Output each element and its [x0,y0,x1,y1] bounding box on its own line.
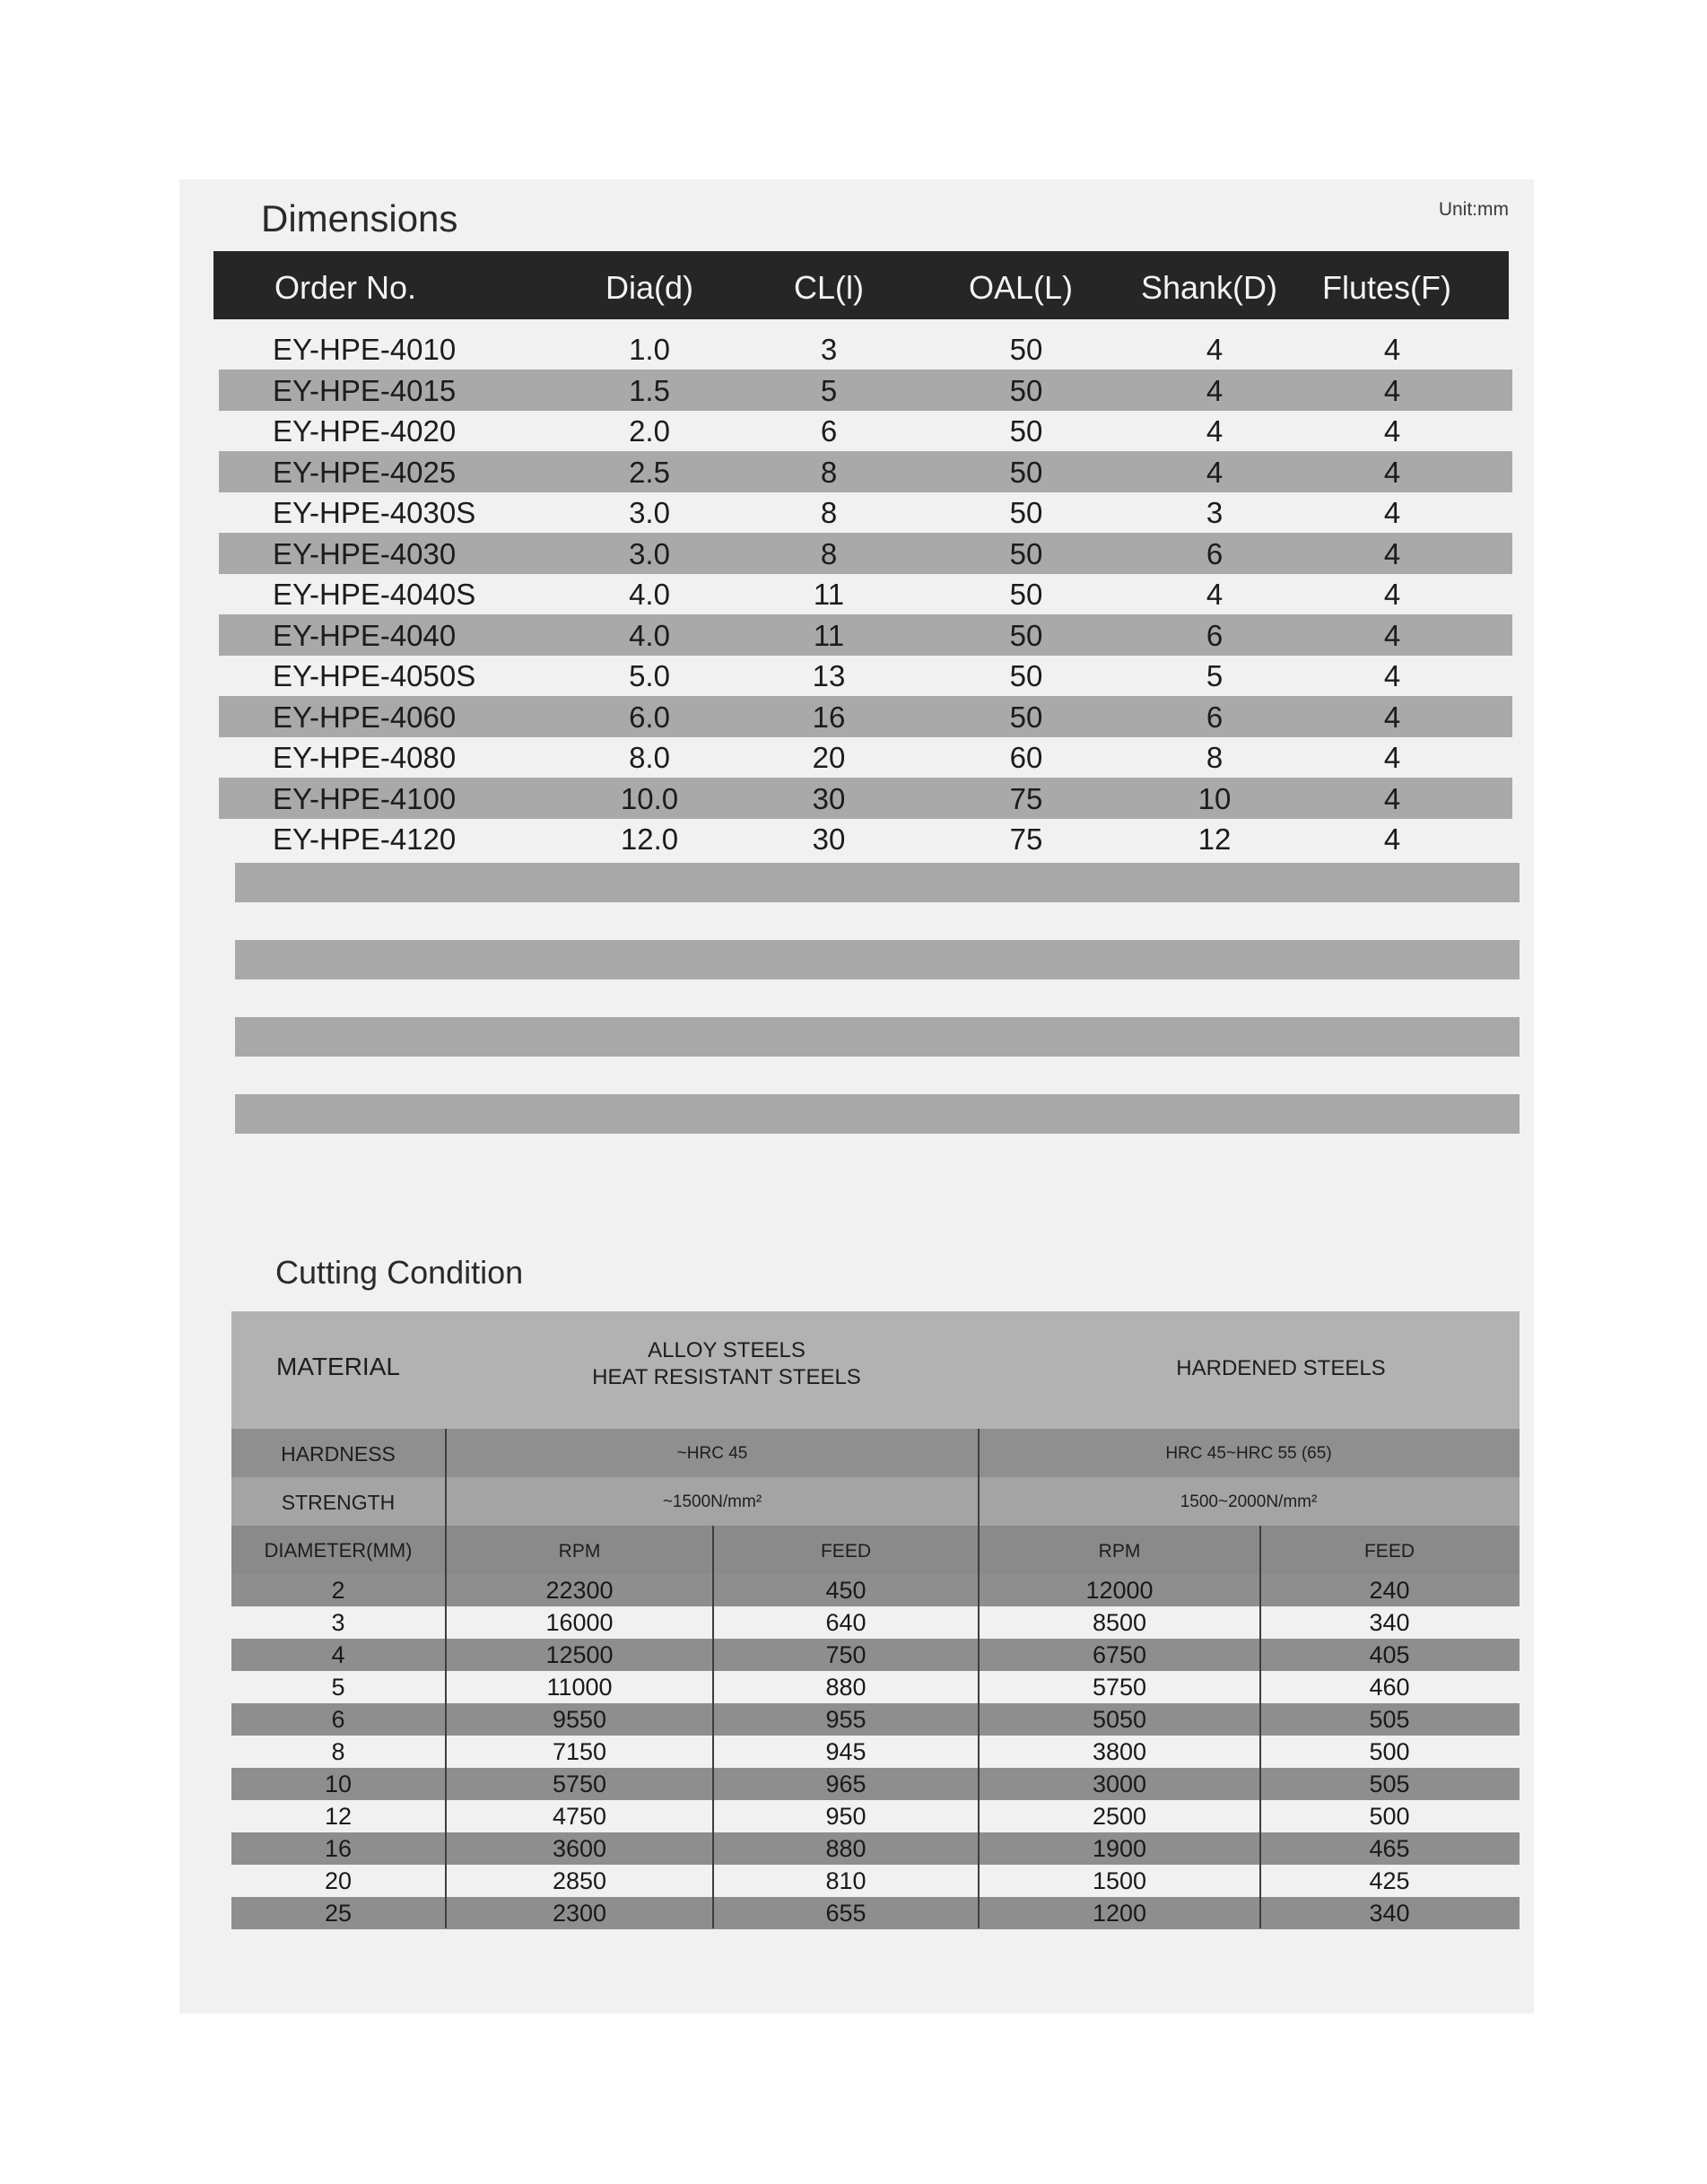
cell-flutes: 4 [1383,741,1401,774]
cell-a-feed: 450 [825,1577,867,1604]
cell-dia: 6 [331,1706,345,1733]
cell-order: EY-HPE-4100 [273,781,457,815]
cell-flutes: 4 [1383,373,1401,407]
cell-shank: 12 [1198,822,1232,856]
header-oal: OAL(L) [968,269,1074,306]
hardened-strength: 1500~2000N/mm² [1180,1492,1318,1511]
cell-h-rpm: 3800 [1092,1738,1147,1765]
header-flutes: Flutes(F) [1322,269,1451,306]
cell-a-feed: 640 [825,1609,867,1636]
cell-flutes: 4 [1383,333,1401,366]
cell-a-rpm: 2850 [552,1867,607,1894]
material-label: MATERIAL [276,1353,400,1380]
cell-h-feed: 340 [1369,1900,1410,1927]
cell-a-rpm: 2300 [552,1900,607,1927]
cell-oal: 50 [1009,455,1043,489]
cell-dia: 2.5 [629,455,670,489]
cell-order: EY-HPE-4015 [273,373,457,407]
cell-oal: 50 [1009,414,1043,448]
cell-dia: 2 [331,1577,345,1604]
cell-shank: 6 [1206,536,1224,570]
cell-dia: 16 [324,1835,353,1862]
cell-a-feed: 810 [825,1867,867,1894]
cell-a-rpm: 4750 [552,1803,607,1830]
cell-dia: 6.0 [629,700,670,734]
cutting-row [231,1736,1520,1768]
dimension-row [219,492,1512,533]
dimension-row [219,614,1512,656]
cell-dia: 8 [331,1738,345,1765]
cell-shank: 6 [1206,618,1224,652]
cell-h-rpm: 12000 [1085,1577,1154,1604]
cell-cl: 30 [812,822,846,856]
cell-dia: 10 [324,1771,353,1797]
cutting-condition-title: Cutting Condition [275,1254,524,1291]
cell-order: EY-HPE-4050S [273,659,476,692]
hardened-feed-label: FEED [1363,1541,1415,1562]
cutting-row [231,1671,1520,1703]
alloy-steels-name-1: ALLOY STEELS [648,1338,806,1362]
cell-oal: 50 [1009,333,1043,366]
header-shank: Shank(D) [1140,269,1278,306]
dimension-row [219,410,1512,451]
cell-shank: 4 [1206,578,1224,611]
cell-cl: 11 [813,578,845,611]
header-dia: Dia(d) [605,269,693,306]
dimension-row [219,370,1512,411]
cell-cl: 6 [820,414,838,448]
cell-h-feed: 405 [1369,1641,1410,1668]
cell-a-feed: 955 [825,1706,867,1733]
cell-flutes: 4 [1383,414,1401,448]
cell-shank: 3 [1206,496,1224,529]
dimensions-title: Dimensions [261,197,458,239]
cell-h-feed: 240 [1369,1577,1410,1604]
cell-oal: 75 [1009,822,1043,856]
alloy-steels-name-2: HEAT RESISTANT STEELS [592,1365,861,1389]
cell-a-rpm: 3600 [552,1835,607,1862]
cell-a-rpm: 12500 [545,1641,614,1668]
cell-order: EY-HPE-4080 [273,741,457,774]
cell-a-feed: 880 [825,1835,867,1862]
cutting-row [231,1865,1520,1897]
column-divider [978,1429,980,1928]
cell-dia: 20 [324,1867,353,1894]
cell-cl: 8 [820,455,838,489]
cell-h-feed: 340 [1369,1609,1410,1636]
cell-dia: 4.0 [629,578,670,611]
cell-h-rpm: 6750 [1092,1641,1147,1668]
cell-cl: 30 [812,781,846,815]
cell-order: EY-HPE-4040 [273,618,457,652]
cell-a-rpm: 11000 [546,1674,613,1701]
dimensions-header-row [213,251,1509,319]
cell-dia: 8.0 [629,741,670,774]
cell-a-feed: 880 [825,1674,867,1701]
cell-dia: 3.0 [629,496,670,529]
cell-a-rpm: 9550 [552,1706,607,1733]
cutting-row [231,1639,1520,1671]
alloy-hardness: ~HRC 45 [676,1444,748,1463]
cell-dia: 1.5 [629,373,670,407]
cell-a-rpm: 7150 [552,1738,607,1765]
cell-oal: 50 [1009,700,1043,734]
cell-cl: 11 [813,618,845,652]
cell-dia: 5.0 [629,659,670,692]
cell-order: EY-HPE-4120 [273,822,457,856]
cell-flutes: 4 [1383,496,1401,529]
cell-h-rpm: 1200 [1092,1900,1147,1927]
cell-flutes: 4 [1383,659,1401,692]
cell-cl: 8 [820,536,838,570]
cell-dia: 10.0 [620,781,679,815]
cell-shank: 4 [1206,455,1224,489]
cell-oal: 50 [1009,373,1043,407]
cutting-row [231,1703,1520,1736]
cell-shank: 6 [1206,700,1224,734]
cell-cl: 8 [820,496,838,529]
cell-h-rpm: 3000 [1092,1771,1147,1797]
column-divider [1259,1526,1261,1928]
cutting-row [231,1768,1520,1800]
dimension-row [219,451,1512,492]
cell-oal: 50 [1009,578,1043,611]
hardened-hardness: HRC 45~HRC 55 (65) [1165,1444,1332,1463]
cell-cl: 20 [812,741,846,774]
cutting-row [231,1832,1520,1865]
cell-order: EY-HPE-4025 [273,455,457,489]
cell-a-feed: 950 [825,1803,867,1830]
strength-label: STRENGTH [281,1491,396,1514]
cell-order: EY-HPE-4040S [273,578,476,611]
alloy-feed-label: FEED [820,1541,871,1562]
cell-dia: 12 [324,1803,353,1830]
cell-a-feed: 655 [825,1900,867,1927]
catalog-page [179,179,1534,2014]
dimension-row [219,655,1512,696]
cell-oal: 60 [1009,741,1043,774]
cell-cl: 13 [812,659,846,692]
cell-shank: 5 [1206,659,1224,692]
cell-oal: 50 [1009,659,1043,692]
cell-flutes: 4 [1383,455,1401,489]
empty-row [235,863,1520,902]
alloy-rpm-label: RPM [558,1541,601,1562]
column-divider [445,1429,447,1928]
cell-h-feed: 425 [1369,1867,1410,1894]
cell-order: EY-HPE-4030 [273,536,457,570]
hardness-label: HARDNESS [281,1442,396,1466]
cell-h-rpm: 2500 [1092,1803,1147,1830]
dimension-row [219,778,1512,819]
unit-label: Unit:mm [1438,199,1509,220]
cell-a-feed: 945 [825,1738,867,1765]
cell-dia: 4.0 [629,618,670,652]
empty-row [235,1017,1520,1057]
cell-shank: 8 [1206,741,1224,774]
dimension-row [219,696,1512,737]
cell-dia: 12.0 [620,822,679,856]
cell-a-rpm: 22300 [545,1577,614,1604]
cell-flutes: 4 [1383,700,1401,734]
dimension-row [219,573,1512,614]
cell-flutes: 4 [1383,536,1401,570]
alloy-strength: ~1500N/mm² [662,1492,762,1511]
cutting-row [231,1897,1520,1929]
cell-h-rpm: 5750 [1092,1674,1147,1701]
cell-shank: 10 [1198,781,1232,815]
cell-dia: 25 [324,1900,353,1927]
cell-order: EY-HPE-4020 [273,414,457,448]
cell-h-rpm: 1500 [1092,1867,1147,1894]
cell-flutes: 4 [1383,578,1401,611]
cell-order: EY-HPE-4060 [273,700,457,734]
cell-shank: 4 [1206,333,1224,366]
cell-oal: 50 [1009,536,1043,570]
cell-h-feed: 505 [1369,1771,1410,1797]
dimension-row [219,736,1512,778]
cell-dia: 4 [331,1641,345,1668]
cell-h-rpm: 1900 [1092,1835,1147,1862]
cutting-row [231,1606,1520,1639]
cell-dia: 1.0 [629,333,670,366]
cell-a-rpm: 16000 [545,1609,614,1636]
empty-row [235,1094,1520,1134]
diameter-label: DIAMETER(MM) [264,1539,413,1562]
dimension-row [219,818,1512,859]
empty-row [235,940,1520,979]
cell-oal: 50 [1009,496,1043,529]
cell-shank: 4 [1206,414,1224,448]
cell-a-rpm: 5750 [552,1771,607,1797]
cell-h-rpm: 8500 [1092,1609,1147,1636]
cell-dia: 3.0 [629,536,670,570]
cell-h-feed: 460 [1369,1674,1410,1701]
cell-shank: 4 [1206,373,1224,407]
header-order-no: Order No. [274,269,417,306]
cell-oal: 75 [1009,781,1043,815]
column-divider [712,1526,714,1928]
dimension-row [219,328,1512,370]
cell-h-feed: 500 [1369,1738,1410,1765]
cell-cl: 16 [812,700,846,734]
cell-a-feed: 750 [825,1641,867,1668]
cell-oal: 50 [1009,618,1043,652]
hardened-steels-name: HARDENED STEELS [1176,1356,1386,1380]
cell-flutes: 4 [1383,618,1401,652]
cell-cl: 5 [820,373,838,407]
cell-flutes: 4 [1383,822,1401,856]
cell-flutes: 4 [1383,781,1401,815]
cutting-row [231,1800,1520,1832]
header-cl: CL(l) [794,269,864,306]
cell-cl: 3 [820,333,838,366]
cell-dia: 2.0 [629,414,670,448]
hardened-rpm-label: RPM [1098,1541,1141,1562]
cell-order: EY-HPE-4030S [273,496,476,529]
dimension-row [219,533,1512,574]
cell-dia: 3 [331,1609,345,1636]
cutting-row [231,1574,1520,1606]
cell-h-feed: 505 [1369,1706,1410,1733]
cell-a-feed: 965 [825,1771,867,1797]
cell-order: EY-HPE-4010 [273,333,457,366]
cell-dia: 5 [331,1674,345,1701]
cell-h-rpm: 5050 [1092,1706,1147,1733]
cell-h-feed: 500 [1369,1803,1410,1830]
cell-h-feed: 465 [1369,1835,1410,1862]
cutting-condition-table [231,1311,1520,1928]
